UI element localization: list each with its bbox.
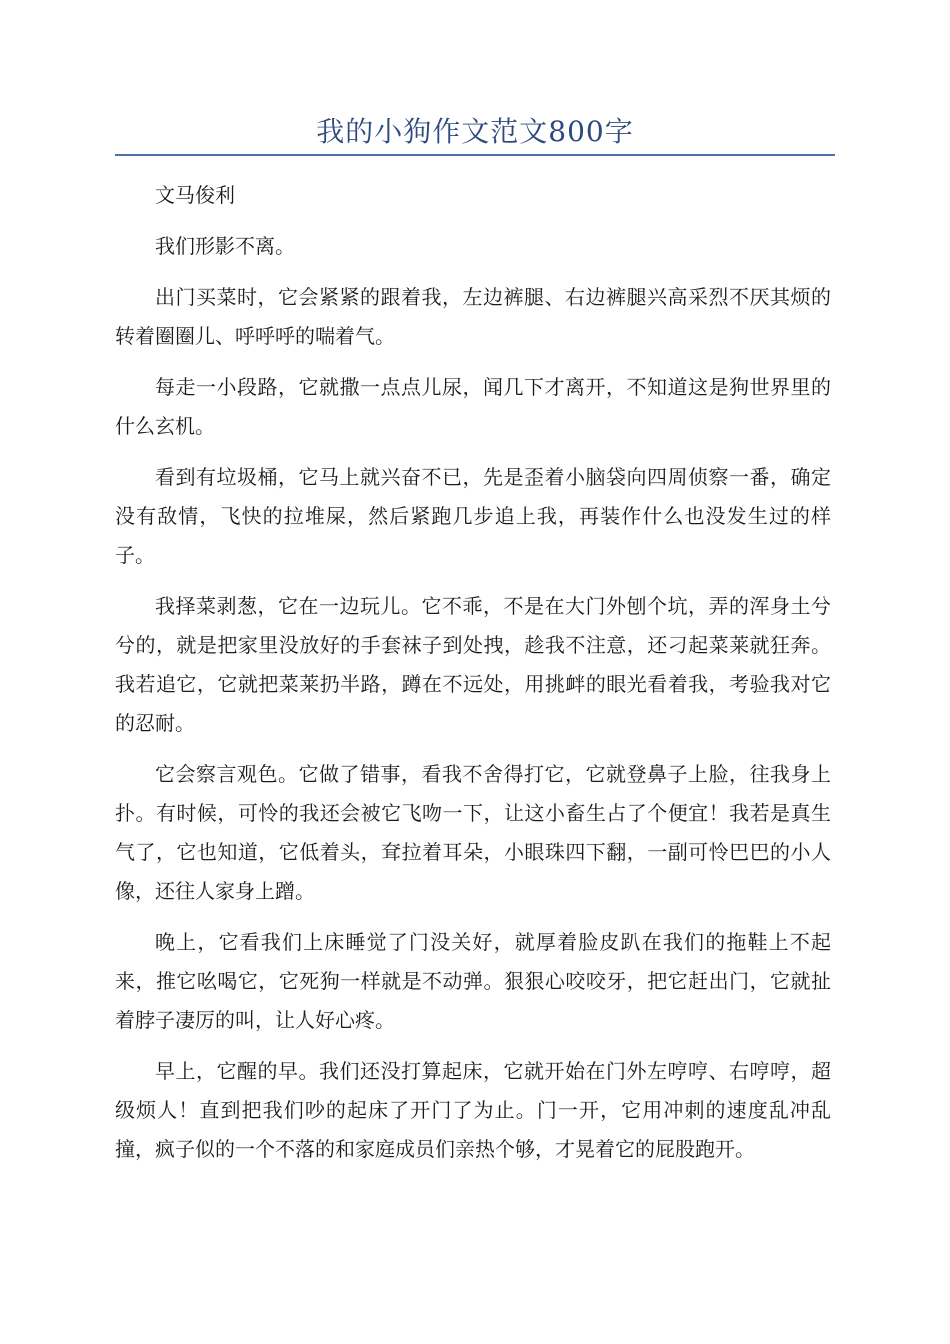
paragraph: 出门买菜时，它会紧紧的跟着我，左边裤腿、右边裤腿兴高采烈不厌其烦的转着圈圈儿、呼呼呼的喘着气。: [115, 285, 831, 348]
document-body: [115, 176, 831, 1181]
paragraph: 看到有垃圾桶，它马上就兴奋不已，先是歪着小脑袋向四周侦察一番，确定没有敌情，飞快的拉堆屎，然后紧跑几步追上我，再装作什么也没发生过的样子。: [115, 465, 831, 567]
document-title: 我的小狗作文范文800字: [316, 115, 634, 148]
paragraph: 它会察言观色。它做了错事，看我不舍得打它，它就登鼻子上脸，往我身上扑。有时候，可怜的我还会被它飞吻一下，让这小畜生占了个便宜！我若是真生气了，它也知道，它低着头，耷拉着耳朵，小眼珠四下翻，一副可怜巴巴的小人像，还往人家身上蹭。: [115, 762, 831, 903]
paragraph: 晚上，它看我们上床睡觉了门没关好，就厚着脸皮趴在我们的拖鞋上不起来，推它吆喝它，它死狗一样就是不动弹。狠狠心咬咬牙，把它赶出门，它就扯着脖子凄厉的叫，让人好心疼。: [115, 930, 831, 1032]
paragraph: 每走一小段路，它就撒一点点儿尿，闻几下才离开，不知道这是狗世界里的什么玄机。: [115, 375, 831, 438]
title-underline: [115, 154, 835, 156]
paragraph: 早上，它醒的早。我们还没打算起床，它就开始在门外左哼哼、右哼哼，超级烦人！直到把我们吵的起床了开门了为止。门一开，它用冲刺的速度乱冲乱撞，疯子似的一个不落的和家庭成员们亲热个够，才晃着它的屁股跑开。: [115, 1059, 831, 1161]
paragraph: 我们形影不离。: [155, 234, 295, 258]
paragraph: 我择菜剥葱，它在一边玩儿。它不乖，不是在大门外刨个坑，弄的浑身土兮兮的，就是把家里没放好的手套袜子到处拽，趁我不注意，还刁起菜莱就狂奔。我若追它，它就把菜莱扔半路，蹲在不远处，用挑衅的眼光看着我，考验我对它的忍耐。: [115, 594, 831, 735]
paragraph-author: 文马俊利: [155, 183, 235, 207]
